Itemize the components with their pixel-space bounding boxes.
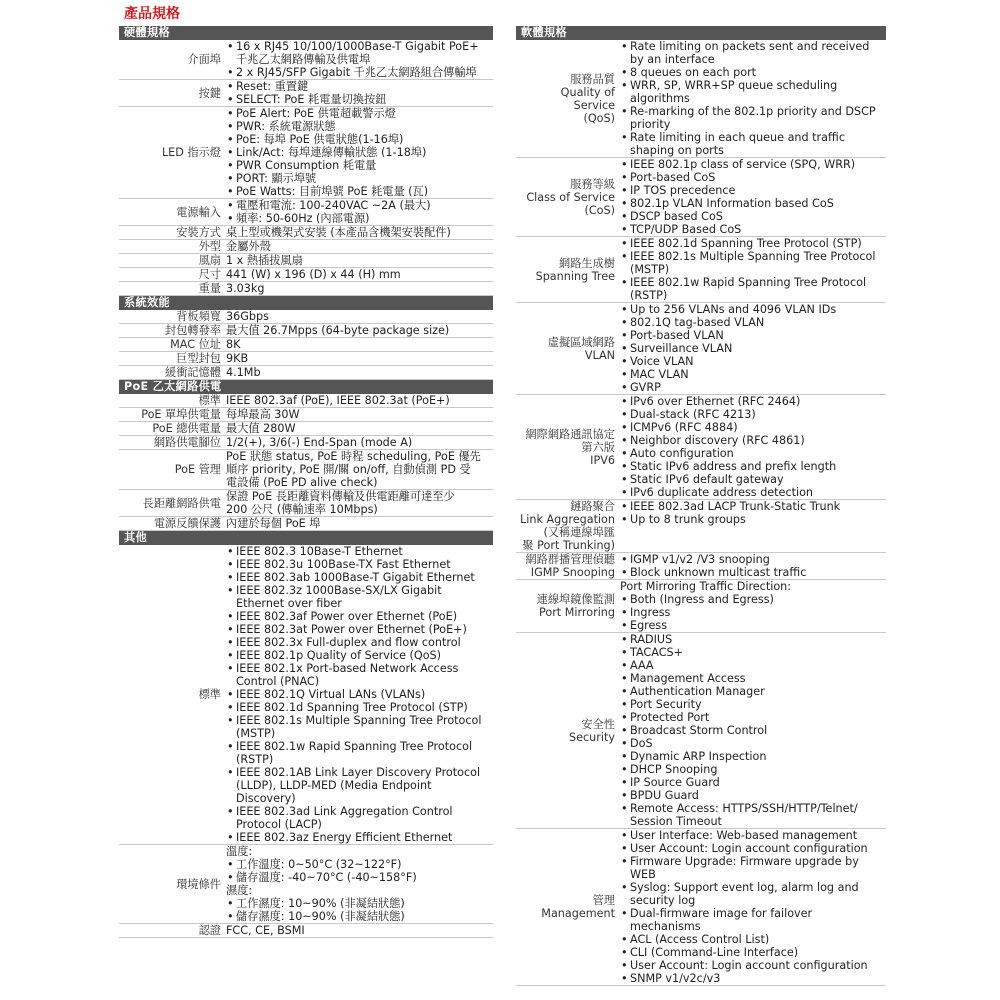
spec-label (516, 303, 620, 394)
bullet-item: • IEEE 802.3x Full-duplex and flow control (226, 636, 493, 649)
bullet-item: • Dynamic ARP Inspection (620, 750, 886, 763)
bullet-item: • WRR, SP, WRR+SP queue scheduling algorithms (620, 79, 886, 105)
spec-label (119, 408, 226, 421)
bullet-item: • 頻率: 50-60Hz (內部電源) (226, 212, 493, 225)
bullet-item: • IEEE 802.1x Port-based Network Access Control (PNAC) (226, 662, 493, 688)
spec-text: 200 公尺 (傳輸速率 10Mbps) (226, 503, 378, 516)
bullet-item: • Up to 256 VLANs and 4096 VLAN IDs (620, 303, 886, 316)
spec-label (516, 553, 620, 579)
bullet-item: • Block unknown multicast traffic (620, 566, 886, 579)
bullet-item: • Remote Access: HTTPS/SSH/HTTP/Telnet/ Session Timeout (620, 802, 886, 828)
spec-label-line: 網路供電腳位 (153, 436, 221, 449)
spec-row (516, 633, 886, 829)
spec-row (119, 394, 493, 408)
spec-text: FCC, CE, BSMI (226, 924, 305, 937)
spec-text: 最大值 26.7Mpps (64-byte package size) (226, 324, 450, 337)
spec-label (119, 324, 226, 337)
spec-row (119, 422, 493, 436)
spec-label (119, 199, 226, 225)
spec-label-line: 服務品質 (570, 72, 615, 86)
bullet-item: • Port-based CoS (620, 171, 886, 184)
spec-label-line: 重量 (198, 282, 221, 295)
section-header: PoE 乙太網路供電 (119, 380, 493, 394)
spec-text: IEEE 802.3af (PoE), IEEE 802.3at (PoE+) (226, 394, 450, 407)
spec-value (226, 268, 493, 281)
spec-label-line: Port Mirroring (539, 606, 615, 619)
spec-label-line: PoE 總供電量 (152, 422, 221, 435)
section-header: 硬體規格 (119, 26, 493, 40)
bullet-item: • User Account: Login account configuration (620, 959, 886, 972)
bullet-item: • IEEE 802.1w Rapid Spanning Tree Protocol (RSTP) (226, 740, 493, 766)
spec-text: 1 x 熱插拔風扇 (226, 254, 303, 267)
bullet-item: • DoS (620, 737, 886, 750)
spec-text: 金屬外殼 (226, 240, 271, 253)
spec-label (119, 107, 226, 198)
bullet-item: • IP Source Guard (620, 776, 886, 789)
bullet-item: • GVRP (620, 381, 886, 394)
bullet-item: • User Account: Login account configuration (620, 842, 886, 855)
spec-label-line: 安裝方式 (176, 226, 221, 239)
spec-text: 4.1Mb (226, 366, 261, 379)
bullet-item: • IEEE 802.3u 100Base-TX Fast Ethernet (226, 558, 493, 571)
spec-row (516, 395, 886, 500)
spec-row (119, 282, 493, 296)
spec-label-line: Quality of Service (560, 85, 615, 112)
spec-label (119, 436, 226, 449)
spec-label-line: 服務等級 (570, 177, 615, 191)
bullet-item: • IEEE 802.3af Power over Ethernet (PoE) (226, 610, 493, 623)
spec-label (119, 226, 226, 239)
bullet-item: • IEEE 802.3ab 1000Base-T Gigabit Ethernet (226, 571, 493, 584)
spec-label-line: Spanning Tree (535, 269, 615, 283)
spec-text: 桌上型或機架式安裝 (本產品含機架安裝配件) (226, 226, 451, 239)
bullet-item: • IEEE 802.3az Energy Efficient Ethernet (226, 831, 493, 844)
bullet-item: • PoE: 每埠 PoE 供電狀態(1-16埠) (226, 133, 493, 146)
bullet-list (620, 553, 886, 579)
bullet-list (620, 829, 886, 985)
spec-row (119, 517, 493, 531)
spec-row (119, 254, 493, 268)
bullet-item: • IEEE 802.3 10Base-T Ethernet (226, 545, 493, 558)
spec-label-line: 網路群播管理偵聽 (525, 553, 615, 566)
bullet-item: • PoE Watts: 目前埠號 PoE 耗電量 (瓦) (226, 185, 493, 198)
spec-row (119, 80, 493, 107)
spec-label-line: IPV6 (590, 453, 615, 467)
bullet-item: • SELECT: PoE 耗電量切換按鈕 (226, 93, 493, 106)
bullet-item: • Port-based VLAN (620, 329, 886, 342)
bullet-item: • IEEE 802.3ad Link Aggregation Control Protocol (LACP) (226, 805, 493, 831)
bullet-item: • User Interface: Web-based management (620, 829, 886, 842)
spec-text: 36Gbps (226, 310, 269, 323)
spec-value (226, 226, 493, 239)
spec-value (226, 545, 493, 844)
spec-label-line: 標準 (198, 394, 221, 407)
bullet-item: • IEEE 802.3z 1000Base-SX/LX Gigabit Ethernet over fiber (226, 584, 493, 610)
bullet-item: • DHCP Snooping (620, 763, 886, 776)
spec-label-line: Management (541, 907, 615, 920)
spec-value (226, 282, 493, 295)
bullet-item: • Dual-firmware image for failover mechanisms (620, 907, 886, 933)
bullet-item: • IEEE 802.1s Multiple Spanning Tree Protocol (MSTP) (226, 714, 493, 740)
spec-label-line: 網路生成樹 (559, 256, 615, 270)
bullet-item: • Up to 8 trunk groups (620, 513, 886, 526)
spec-label-line: 風扇 (198, 254, 221, 267)
bullet-item: • 802.1Q tag-based VLAN (620, 316, 886, 329)
spec-row (119, 408, 493, 422)
spec-label (516, 829, 620, 985)
spec-row (516, 237, 886, 303)
bullet-item: • PWR Consumption 耗電量 (226, 159, 493, 172)
spec-row (119, 107, 493, 199)
spec-value (226, 352, 493, 365)
bullet-item: • DSCP based CoS (620, 210, 886, 223)
spec-value (226, 107, 493, 198)
spec-value (620, 40, 886, 157)
spec-row (119, 310, 493, 324)
bullet-item: • 工作溫度: 0~50°C (32~122°F) (226, 858, 493, 871)
bullet-item: • PORT: 顯示埠號 (226, 172, 493, 185)
bullet-item: • Neighbor discovery (RFC 4861) (620, 434, 886, 447)
spec-label-line: 認證 (198, 924, 221, 937)
bullet-item: • 2 x RJ45/SFP Gigabit 千兆乙太網路組合傳輸埠 (226, 66, 493, 79)
spec-row (516, 303, 886, 395)
spec-label-line: 長距離網路供電 (142, 496, 221, 510)
spec-label (119, 450, 226, 489)
bullet-item: • CLI (Command-Line Interface) (620, 946, 886, 959)
bullet-list (620, 158, 886, 236)
spec-value (226, 324, 493, 337)
bullet-item: • IEEE 802.1s Multiple Spanning Tree Protocol (MSTP) (620, 250, 886, 276)
bullet-item: • TACACS+ (620, 646, 886, 659)
spec-row (516, 580, 886, 633)
spec-label-line: 環境條件 (176, 877, 221, 891)
bullet-item: • 電壓和電流: 100-240VAC ~2A (最大) (226, 199, 493, 212)
bullet-item: • 8 queues on each port (620, 66, 886, 79)
spec-label (516, 40, 620, 157)
spec-label-line: MAC 位址 (170, 338, 221, 351)
bullet-item: • Both (Ingress and Egress) (620, 593, 886, 606)
bullet-item: • Auto configuration (620, 447, 886, 460)
spec-value (226, 517, 493, 530)
spec-row (119, 338, 493, 352)
spec-value (226, 924, 493, 937)
spec-value (620, 158, 886, 236)
spec-label-line: (又稱連線埠匯 (543, 526, 615, 539)
spec-label (119, 268, 226, 281)
spec-row (516, 553, 886, 580)
bullet-item: • Re-marking of the 802.1p priority and DSCP priority (620, 105, 886, 131)
spec-text: PoE 狀態 status, PoE 時程 scheduling, PoE 優先 (226, 450, 481, 463)
spec-label-line: IGMP Snooping (530, 566, 615, 579)
page-title: 產品規格 (124, 6, 180, 22)
spec-value (226, 845, 493, 923)
bullet-item: • Port Security (620, 698, 886, 711)
spec-label (119, 254, 226, 267)
bullet-item: • Dual-stack (RFC 4213) (620, 408, 886, 421)
spec-value (226, 240, 493, 253)
spec-text: 最大值 280W (226, 422, 296, 435)
bullet-item: • Management Access (620, 672, 886, 685)
spec-label-line: 封包轉發率 (165, 324, 221, 337)
spec-label-line: 安全性 (581, 717, 615, 731)
spec-label (119, 517, 226, 530)
spec-label (119, 924, 226, 937)
bullet-item: • Link/Act: 每埠連線傳輸狀態 (1-18埠) (226, 146, 493, 159)
bullet-item: • IEEE 802.1p Quality of Service (QoS) (226, 649, 493, 662)
sub-heading: 溫度: (226, 845, 253, 858)
spec-label (119, 490, 226, 516)
software-spec-column (516, 26, 886, 986)
bullet-list (620, 237, 886, 302)
bullet-item: • BPDU Guard (620, 789, 886, 802)
bullet-list (620, 500, 886, 526)
spec-value (620, 395, 886, 499)
spec-label-line: LED 指示燈 (161, 146, 221, 159)
spec-label (119, 366, 226, 379)
bullet-item: • IEEE 802.3at Power over Ethernet (PoE+) (226, 623, 493, 636)
spec-row (119, 450, 493, 490)
bullet-item: • IP TOS precedence (620, 184, 886, 197)
bullet-item: • Reset: 重置鍵 (226, 80, 493, 93)
bullet-item: • Authentication Manager (620, 685, 886, 698)
spec-label (119, 310, 226, 323)
bullet-list (620, 40, 886, 157)
spec-text: 441 (W) x 196 (D) x 44 (H) mm (226, 268, 401, 281)
spec-value (226, 199, 493, 225)
spec-label-line: (QoS) (583, 111, 615, 125)
spec-label-line: 第六版 (581, 440, 615, 454)
section-header: 軟體規格 (516, 26, 886, 40)
spec-text: 電設備 (PoE PD alive check) (226, 476, 378, 489)
spec-label-line: PoE 管理 (174, 463, 221, 476)
spec-label-line: 背板頻寬 (176, 310, 221, 323)
spec-value (226, 80, 493, 106)
bullet-list (226, 80, 493, 106)
spec-label (119, 40, 226, 79)
spec-row (119, 845, 493, 924)
bullet-list (226, 199, 493, 225)
bullet-item: • Voice VLAN (620, 355, 886, 368)
spec-value (620, 633, 886, 828)
spec-row (516, 829, 886, 986)
spec-label (516, 395, 620, 499)
bullet-item: • IPv6 over Ethernet (RFC 2464) (620, 395, 886, 408)
bullet-item: • AAA (620, 659, 886, 672)
spec-label-line: 虛擬區域網路 (547, 335, 615, 349)
spec-row (119, 268, 493, 282)
spec-value (226, 338, 493, 351)
spec-text: 1/2(+), 3/6(-) End-Span (mode A) (226, 436, 413, 449)
spec-text: 3.03kg (226, 282, 265, 295)
hardware-spec-column (119, 26, 493, 938)
spec-label (119, 845, 226, 923)
spec-label (119, 282, 226, 295)
spec-label-line: 標準 (198, 688, 221, 701)
spec-value (226, 366, 493, 379)
bullet-item: • Egress (620, 619, 886, 632)
spec-label-line: 聚 Port Trunking) (522, 539, 615, 552)
spec-label (119, 352, 226, 365)
spec-label-line: 介面埠 (187, 53, 221, 66)
spec-label (516, 500, 620, 552)
bullet-item: • PWR: 系統電源狀態 (226, 120, 493, 133)
bullet-item: • ICMPv6 (RFC 4884) (620, 421, 886, 434)
spec-row (119, 924, 493, 938)
spec-value (226, 450, 493, 489)
spec-label-line: 外型 (198, 240, 221, 253)
spec-label (516, 633, 620, 828)
spec-label (119, 422, 226, 435)
spec-row (516, 500, 886, 553)
spec-label-line: (CoS) (584, 203, 615, 217)
bullet-item: • Rate limiting on packets sent and received by an interface (620, 40, 886, 66)
spec-row (516, 40, 886, 158)
spec-label-line: Security (569, 730, 615, 744)
spec-label (119, 338, 226, 351)
bullet-item: • PoE Alert: PoE 供電超載警示燈 (226, 107, 493, 120)
spec-label-line: VLAN (584, 348, 615, 362)
spec-value (620, 580, 886, 632)
bullet-item: • IPv6 duplicate address detection (620, 486, 886, 499)
bullet-item: • 儲存溫度: -40~70°C (-40~158°F) (226, 871, 493, 884)
spec-label (119, 545, 226, 844)
bullet-list (620, 580, 886, 632)
spec-value (226, 422, 493, 435)
spec-row (119, 490, 493, 517)
bullet-item: • IEEE 802.1w Rapid Spanning Tree Protocol (RSTP) (620, 276, 886, 302)
spec-label-line: 網際網路通訊協定 (525, 427, 615, 441)
spec-value (620, 303, 886, 394)
sub-heading: 濕度: (226, 884, 253, 897)
spec-row (119, 324, 493, 338)
spec-label-line: 管理 (592, 894, 615, 907)
bullet-item: • Ingress (620, 606, 886, 619)
bullet-list (226, 845, 493, 923)
spec-label-line: 緩衝記憶體 (165, 366, 221, 379)
bullet-item: • RADIUS (620, 633, 886, 646)
spec-text: 每埠最高 30W (226, 408, 300, 421)
spec-row (119, 226, 493, 240)
spec-row (119, 199, 493, 226)
spec-label (119, 240, 226, 253)
section-header: 其他 (119, 531, 493, 545)
spec-value (620, 500, 886, 552)
bullet-item: • Broadcast Storm Control (620, 724, 886, 737)
spec-value (226, 436, 493, 449)
bullet-item: • SNMP v1/v2c/v3 (620, 972, 886, 985)
bullet-item: • IEEE 802.1AB Link Layer Discovery Protocol (LLDP), LLDP-MED (Media Endpoint Discovery) (226, 766, 493, 805)
bullet-item: • IEEE 802.1p class of service (SPQ, WRR) (620, 158, 886, 171)
bullet-item: • Surveillance VLAN (620, 342, 886, 355)
spec-label-line: 尺寸 (198, 268, 221, 281)
spec-label (516, 237, 620, 302)
spec-text: 保證 PoE 長距離資料傳輸及供電距離可達至少 (226, 490, 455, 503)
bullet-item: • 儲存濕度: 10~90% (非凝結狀態) (226, 910, 493, 923)
spec-label-line: Link Aggregation (520, 513, 615, 526)
spec-label (119, 394, 226, 407)
spec-value (226, 490, 493, 516)
bullet-item: • IEEE 802.3ad LACP Trunk-Static Trunk (620, 500, 886, 513)
spec-label-line: 電源輸入 (176, 205, 221, 219)
spec-value (226, 310, 493, 323)
spec-label-line: 電源反饋保護 (153, 517, 221, 530)
spec-value (226, 408, 493, 421)
spec-label-line: 巨型封包 (176, 352, 221, 365)
spec-label (516, 158, 620, 236)
spec-text: 順序 priority, PoE 開/關 on/off, 自動偵測 PD 受 (226, 463, 471, 476)
spec-value (226, 394, 493, 407)
spec-row (516, 158, 886, 237)
spec-value (620, 829, 886, 985)
spec-text: 8K (226, 338, 241, 351)
spec-label (119, 80, 226, 106)
bullet-item: • TCP/UDP Based CoS (620, 223, 886, 236)
bullet-item: • 802.1p VLAN Information based CoS (620, 197, 886, 210)
spec-label-line: Class of Service (526, 190, 615, 204)
spec-label-line: 連線埠鏡像監測 (536, 593, 615, 606)
bullet-item: • Protected Port (620, 711, 886, 724)
spec-row (119, 240, 493, 254)
spec-label-line: 鏈路聚合 (570, 500, 615, 513)
bullet-item: • Syslog: Support event log, alarm log and security log (620, 881, 886, 907)
bullet-item: • Static IPv6 default gateway (620, 473, 886, 486)
spec-row (119, 545, 493, 845)
bullet-list (620, 633, 886, 828)
spec-row (119, 436, 493, 450)
spec-value (226, 254, 493, 267)
spec-value (620, 553, 886, 579)
spec-row (119, 366, 493, 380)
spec-row (119, 352, 493, 366)
bullet-item: • ACL (Access Control List) (620, 933, 886, 946)
bullet-list (226, 40, 493, 79)
spec-text: 內建於每個 PoE 埠 (226, 517, 321, 530)
bullet-item: • Firmware Upgrade: Firmware upgrade by WEB (620, 855, 886, 881)
spec-value (226, 40, 493, 79)
bullet-item: • IGMP v1/v2 /V3 snooping (620, 553, 886, 566)
spec-text: 9KB (226, 352, 249, 365)
bullet-item: • IEEE 802.1Q Virtual LANs (VLANs) (226, 688, 493, 701)
sub-heading: Port Mirroring Traffic Direction: (620, 580, 792, 593)
bullet-list (620, 395, 886, 499)
section-header: 系統效能 (119, 296, 493, 310)
bullet-item: • Static IPv6 address and prefix length (620, 460, 886, 473)
bullet-item: • 工作濕度: 10~90% (非凝結狀態) (226, 897, 493, 910)
bullet-list (620, 303, 886, 394)
bullet-item: • MAC VLAN (620, 368, 886, 381)
bullet-item: • IEEE 802.1d Spanning Tree Protocol (STP) (226, 701, 493, 714)
spec-label (516, 580, 620, 632)
bullet-list (226, 545, 493, 844)
bullet-item: • 16 x RJ45 10/100/1000Base-T Gigabit PoE+ 千兆乙太網路傳輸及供電埠 (226, 40, 493, 66)
spec-label-line: 按鍵 (198, 86, 221, 100)
spec-row (119, 40, 493, 80)
bullet-list (226, 107, 493, 198)
bullet-item: • IEEE 802.1d Spanning Tree Protocol (STP) (620, 237, 886, 250)
bullet-item: • Rate limiting in each queue and traffic shaping on ports (620, 131, 886, 157)
spec-value (620, 237, 886, 302)
spec-label-line: PoE 單埠供電量 (141, 408, 221, 421)
